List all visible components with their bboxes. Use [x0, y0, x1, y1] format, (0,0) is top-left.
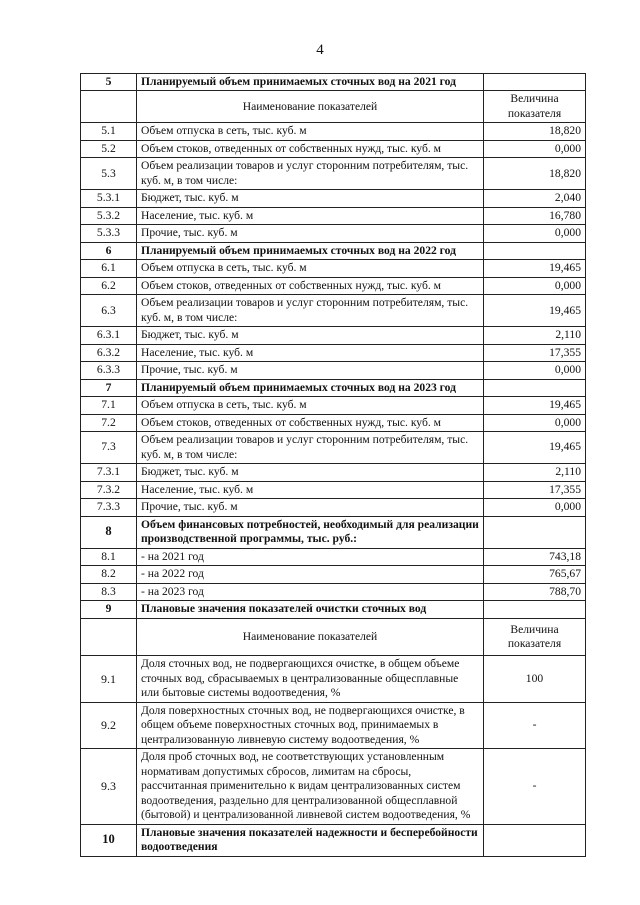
table-row [81, 481, 586, 498]
indicator-value: 743,18 [484, 548, 586, 565]
indicator-value: 19,465 [484, 260, 586, 277]
indicator-value: 765,67 [484, 566, 586, 583]
indicator-value: 788,70 [484, 583, 586, 600]
row-number: 5.3.3 [81, 225, 137, 242]
table-row [81, 656, 586, 702]
indicator-name: Доля поверхностных сточных вод, не подвергающихся очистке, в общем объеме поверхностных сточных вод, принимаемых в централизованную ливневую систему водоотведения, % [137, 702, 484, 748]
indicator-value: 0,000 [484, 414, 586, 431]
indicator-name: Доля сточных вод, не подвергающихся очистке, в общем объеме сточных вод, сбрасываемых в централизованные общесплавные или бытовые системы водоотведения, % [137, 656, 484, 702]
indicator-name: Объем реализации товаров и услуг сторонним потребителям, тыс. куб. м, в том числе: [137, 158, 484, 190]
row-number [81, 91, 137, 123]
table-row [81, 397, 586, 414]
row-number: 6.3.3 [81, 362, 137, 379]
indicator-value: 17,355 [484, 481, 586, 498]
indicator-value: 0,000 [484, 277, 586, 294]
indicator-name: Бюджет, тыс. куб. м [137, 327, 484, 344]
table-row [81, 91, 586, 123]
indicator-name: - на 2023 год [137, 583, 484, 600]
row-number: 8.3 [81, 583, 137, 600]
table-row [81, 749, 586, 824]
indicator-value: 0,000 [484, 362, 586, 379]
table-row [81, 190, 586, 207]
indicator-name: Доля проб сточных вод, не соответствующих установленным нормативам допустимых сбросов, лимитам на сбросы, рассчитанная применительно к видам централизованных систем водоотведения, раздельно для централизованной общесплавной (бытовой) и централизованной ливневой систем водоотведения, % [137, 749, 484, 824]
row-number: 8 [81, 516, 137, 548]
indicator-name: Объем реализации товаров и услуг сторонним потребителям, тыс. куб. м, в том числе: [137, 432, 484, 464]
indicator-name: Планируемый объем принимаемых сточных вод на 2023 год [137, 379, 484, 396]
indicator-value: 2,040 [484, 190, 586, 207]
table-row [81, 123, 586, 140]
row-number: 8.1 [81, 548, 137, 565]
table-row [81, 225, 586, 242]
row-number: 6.3.2 [81, 344, 137, 361]
table-row [81, 260, 586, 277]
indicator-name: - на 2021 год [137, 548, 484, 565]
indicator-value: Величина показателя [484, 91, 586, 123]
indicator-value: 19,465 [484, 295, 586, 327]
indicator-name: Население, тыс. куб. м [137, 481, 484, 498]
indicator-value [484, 824, 586, 856]
row-number: 7.3.2 [81, 481, 137, 498]
row-number: 5.3.2 [81, 207, 137, 224]
program-table [80, 73, 586, 857]
indicator-value: 18,820 [484, 123, 586, 140]
table-row [81, 414, 586, 431]
indicator-value [484, 74, 586, 91]
indicator-name: Плановые значения показателей надежности и бесперебойности водоотведения [137, 824, 484, 856]
row-number: 9.3 [81, 749, 137, 824]
table-row [81, 158, 586, 190]
table-row [81, 618, 586, 656]
indicator-name: Объем финансовых потребностей, необходимый для реализации производственной программы, тыс. руб.: [137, 516, 484, 548]
row-number: 6 [81, 242, 137, 259]
indicator-value: 16,780 [484, 207, 586, 224]
table-row [81, 327, 586, 344]
row-number: 6.3 [81, 295, 137, 327]
row-number: 9.2 [81, 702, 137, 748]
indicator-name: Население, тыс. куб. м [137, 207, 484, 224]
table-row [81, 464, 586, 481]
row-number: 5.2 [81, 140, 137, 157]
indicator-value: Величина показателя [484, 618, 586, 656]
indicator-name: Объем отпуска в сеть, тыс. куб. м [137, 260, 484, 277]
row-number: 7.3 [81, 432, 137, 464]
indicator-name: Объем стоков, отведенных от собственных нужд, тыс. куб. м [137, 277, 484, 294]
table-row [81, 207, 586, 224]
row-number: 5 [81, 74, 137, 91]
row-number: 5.1 [81, 123, 137, 140]
indicator-value: 0,000 [484, 225, 586, 242]
table-row [81, 824, 586, 856]
program-table-body [81, 74, 586, 857]
table-row [81, 601, 586, 618]
indicator-name: Плановые значения показателей очистки сточных вод [137, 601, 484, 618]
indicator-name: Объем стоков, отведенных от собственных нужд, тыс. куб. м [137, 414, 484, 431]
row-number: 7.1 [81, 397, 137, 414]
indicator-name: Прочие, тыс. куб. м [137, 362, 484, 379]
indicator-name: Планируемый объем принимаемых сточных вод на 2021 год [137, 74, 484, 91]
indicator-value: 19,465 [484, 432, 586, 464]
page-number: 4 [316, 42, 324, 58]
table-row [81, 516, 586, 548]
indicator-name: Объем реализации товаров и услуг сторонним потребителям, тыс. куб. м, в том числе: [137, 295, 484, 327]
table-row [81, 242, 586, 259]
indicator-name: Наименование показателей [137, 91, 484, 123]
indicator-value: 2,110 [484, 327, 586, 344]
row-number: 5.3 [81, 158, 137, 190]
table-row [81, 548, 586, 565]
table-row [81, 362, 586, 379]
indicator-value: - [484, 749, 586, 824]
indicator-name: - на 2022 год [137, 566, 484, 583]
indicator-value: 2,110 [484, 464, 586, 481]
indicator-name: Прочие, тыс. куб. м [137, 225, 484, 242]
indicator-name: Планируемый объем принимаемых сточных вод на 2022 год [137, 242, 484, 259]
indicator-value [484, 601, 586, 618]
indicator-name: Наименование показателей [137, 618, 484, 656]
indicator-name: Прочие, тыс. куб. м [137, 499, 484, 516]
row-number: 6.1 [81, 260, 137, 277]
table-row [81, 583, 586, 600]
table-row [81, 702, 586, 748]
row-number: 6.2 [81, 277, 137, 294]
table-row [81, 344, 586, 361]
row-number: 9.1 [81, 656, 137, 702]
indicator-value [484, 516, 586, 548]
row-number: 7.3.1 [81, 464, 137, 481]
indicator-value: 0,000 [484, 140, 586, 157]
table-row [81, 295, 586, 327]
indicator-value: 0,000 [484, 499, 586, 516]
indicator-name: Бюджет, тыс. куб. м [137, 464, 484, 481]
indicator-value [484, 242, 586, 259]
indicator-name: Объем отпуска в сеть, тыс. куб. м [137, 123, 484, 140]
row-number: 10 [81, 824, 137, 856]
indicator-value: 19,465 [484, 397, 586, 414]
row-number: 6.3.1 [81, 327, 137, 344]
indicator-name: Бюджет, тыс. куб. м [137, 190, 484, 207]
row-number [81, 618, 137, 656]
table-row [81, 499, 586, 516]
row-number: 5.3.1 [81, 190, 137, 207]
indicator-value: 100 [484, 656, 586, 702]
indicator-value: 17,355 [484, 344, 586, 361]
indicator-value [484, 379, 586, 396]
table-row [81, 566, 586, 583]
table-row [81, 74, 586, 91]
table-row [81, 432, 586, 464]
table-row [81, 277, 586, 294]
row-number: 7 [81, 379, 137, 396]
row-number: 9 [81, 601, 137, 618]
row-number: 7.2 [81, 414, 137, 431]
row-number: 7.3.3 [81, 499, 137, 516]
table-row [81, 379, 586, 396]
indicator-value: 18,820 [484, 158, 586, 190]
indicator-name: Объем отпуска в сеть, тыс. куб. м [137, 397, 484, 414]
indicator-value: - [484, 702, 586, 748]
row-number: 8.2 [81, 566, 137, 583]
table-row [81, 140, 586, 157]
indicator-name: Население, тыс. куб. м [137, 344, 484, 361]
indicator-name: Объем стоков, отведенных от собственных нужд, тыс. куб. м [137, 140, 484, 157]
